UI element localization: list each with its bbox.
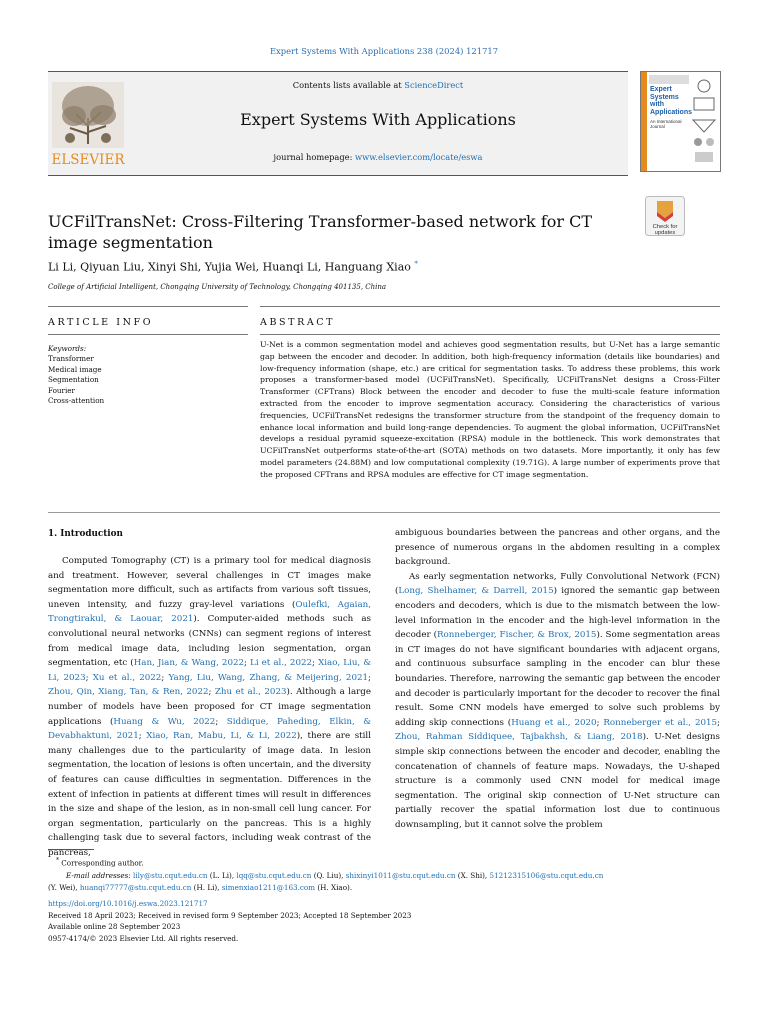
citation-link[interactable]: Han, Jian, & Wang, 2022 <box>133 658 245 669</box>
keyword: Cross-attention <box>48 396 105 406</box>
journal-cover-thumbnail[interactable] <box>640 71 721 172</box>
elsevier-tree-logo <box>48 78 128 168</box>
author-list: Li Li, Qiyuan Liu, Xinyi Shi, Yujia Wei, Huanqi Li, Hanguang Xiao * <box>48 260 418 274</box>
footnote: * Corresponding author. E-mail addresses: lily@stu.cqut.edu.cn (L. Li), lqq@stu.cqut.edu.cn (Q. Liu), shixinyi1011@stu.cqut.edu.cn (X. Shi), 51212315106@stu.cqut.edu.cn (Y. Wei), huanqi77777@stu.cqut.edu.cn (H. Li), simenxiao1211@163.com (H. Xiao). <box>48 855 603 895</box>
article-title: UCFilTransNet: Cross-Filtering Transformer-based network for CT image segmentation <box>48 212 593 252</box>
keyword: Segmentation <box>48 375 99 385</box>
abstract-rule <box>260 306 720 307</box>
homepage-line: journal homepage: www.elsevier.com/locate/eswa <box>273 152 483 162</box>
email-link[interactable]: simenxiao1211@163.com <box>221 883 316 893</box>
citation-link[interactable]: Ronneberger, Fischer, & Brox, 2015 <box>436 630 597 641</box>
article-info-heading: ARTICLE INFO <box>48 317 154 328</box>
article-info-rule-bottom <box>48 334 248 335</box>
cover-title: Expert Systems with Applications <box>650 86 693 116</box>
online-date: Available online 28 September 2023 <box>48 922 181 931</box>
abstract-end-rule <box>48 512 720 513</box>
citation-link[interactable]: Ronneberger et al., 2015 <box>603 717 718 728</box>
citation-link[interactable]: Long, Shelhamer, & Darrell, 2015 <box>398 586 554 597</box>
email-line-2: (Y. Wei), huanqi77777@stu.cqut.edu.cn (H. Li), simenxiao1211@163.com (H. Xiao). <box>48 883 353 893</box>
intro-right-column <box>395 526 720 832</box>
email-link[interactable]: lily@stu.cqut.edu.cn <box>133 870 208 880</box>
intro-paragraph-continued: ambiguous boundaries between the pancreas and other organs, and the presence of numerous organs in the abdomen resulting in a complex background. <box>395 528 720 568</box>
citation-link[interactable]: Zhou, Qin, Xiang, Tan, & Ren, 2022 <box>48 687 209 698</box>
citation-link[interactable]: Xu et al., 2022 <box>92 672 162 683</box>
citation-link[interactable]: Li et al., 2022 <box>250 658 313 669</box>
article-info-rule <box>48 306 248 307</box>
citation-link[interactable]: Xiao, Liu, & Li, 2023 <box>48 658 371 683</box>
cover-subtitle: An International Journal <box>650 119 682 130</box>
citation-link[interactable]: Xiao, Ran, Mabu, Li, & Li, 2022 <box>146 731 297 742</box>
citation-link[interactable]: Yang, Liu, Wang, Zhang, & Meijering, 2021 <box>168 672 369 683</box>
keywords-label: Keywords: <box>48 344 87 353</box>
check-for-updates-icon[interactable] <box>645 196 685 236</box>
journal-name: Expert Systems With Applications <box>240 110 516 129</box>
elsevier-wordmark: ELSEVIER <box>51 152 125 168</box>
corresponding-author-mark[interactable]: * <box>414 260 418 268</box>
intro-paragraph-2: As early segmentation networks, Fully Convolutional Network (FCN) (Long, Shelhamer, & Darrell, 2015) ignored the semantic gap between encoders and decoders, which is due to the mismatch between the low-level information in the encoder and the high-level information in the decoder (Ronneberger, Fischer, & Brox, 2015). Some segmentation areas in CT images do not have significant boundaries with adjacent organs, and continuous subsurface sampling in the encoder can blur these boundaries. Therefore, narrowing the semantic gap between the encoder and decoder is particularly important for the decoder to recover the final result. Some CNN models have emerged to solve such problems by adding skip connections (Huang et al., 2020; Ronneberger et al., 2015; Zhou, Rahman Siddiquee, Tajbakhsh, & Liang, 2018). U-Net designs simple skip connections between the encoder and decoder, enabling the concatenation of channels of feature maps. Nowadays, the U-shaped structure is a commonly used CNN model for medical image segmentation. The original skip connection of U-Net structure can partially recover the spatial information lost due to continuous downsampling, but it cannot solve the problem <box>395 571 720 830</box>
citation-link[interactable]: Huang & Wu, 2022 <box>113 716 216 727</box>
publication-info <box>48 898 411 944</box>
footnote-rule <box>48 849 94 850</box>
cover-artwork <box>689 76 719 168</box>
keyword: Transformer <box>48 354 94 364</box>
intro-left-column <box>48 554 371 860</box>
intro-paragraph-1: Computed Tomography (CT) is a primary tool for medical diagnosis and treatment. However, several challenges in CT images make segmentation more difficult, such as artifacts from various soft tissues, uneven intensity, and fuzzy gray-level variations (Oulefki, Agaian, Trongtirakul, & Laouar, 2021). Computer-aided methods such as convolutional neural networks (CNNs) can segment regions of interest from medical image data, including lesion segmentation, organ segmentation, etc (Han, Jian, & Wang, 2022; Li et al., 2022; Xiao, Liu, & Li, 2023; Xu et al., 2022; Yang, Liu, Wang, Zhang, & Meijering, 2021; Zhou, Qin, Xiang, Tan, & Ren, 2022; Zhu et al., 2023). Although a large number of models have been proposed for CT image segmentation applications (Huang & Wu, 2022; Siddique, Paheding, Elkin, & Devabhaktuni, 2021; Xiao, Ran, Mabu, Li, & Li, 2022), there are still many challenges due to the particularity of image data. In lesion segmentation, the location of lesions is often uncertain, and the diversity of features can cause difficulties in segmentation. Differences in the extent of infection in patients at different times will result in differences in the size and shape of the lesion, as in non-small cell lung cancer. For organ segmentation, particularly on the pancreas. This is a highly challenging task due to several factors, including weak contrast of the pancreas, <box>48 556 372 858</box>
svg-text:updates: updates <box>654 230 676 236</box>
section-heading-introduction: 1. Introduction <box>48 529 123 539</box>
journal-reference-link[interactable]: Expert Systems With Applications 238 (2024) 121717 <box>269 46 499 56</box>
doi-link[interactable]: https://doi.org/10.1016/j.eswa.2023.121717 <box>48 899 208 908</box>
sciencedirect-link[interactable]: ScienceDirect <box>404 80 464 90</box>
homepage-link[interactable]: www.elsevier.com/locate/eswa <box>355 152 483 162</box>
citation-link[interactable]: Oulefki, Agaian, Trongtirakul, & Laouar, 2021 <box>48 599 371 625</box>
email-link[interactable]: 51212315106@stu.cqut.edu.cn <box>489 870 604 880</box>
received-dates: Received 18 April 2023; Received in revised form 9 September 2023; Accepted 18 September 2023 <box>48 910 412 920</box>
abstract-heading: ABSTRACT <box>260 317 336 328</box>
citation-link[interactable]: Huang et al., 2020 <box>511 717 597 728</box>
abstract-rule-bottom <box>260 334 720 335</box>
copyright: 0957-4174/© 2023 Elsevier Ltd. All rights reserved. <box>48 933 239 943</box>
email-link[interactable]: huanqi77777@stu.cqut.edu.cn <box>79 883 192 893</box>
contents-line: Contents lists available at ScienceDirect <box>292 80 464 90</box>
corresponding-author-note: Corresponding author. <box>61 858 144 868</box>
keyword: Fourier <box>48 385 75 395</box>
email-link[interactable]: lqq@stu.cqut.edu.cn <box>236 870 312 880</box>
email-link[interactable]: shixinyi1011@stu.cqut.edu.cn <box>345 870 456 880</box>
citation-link[interactable]: Siddique, Paheding, Elkin, & Devabhaktuni, 2021 <box>48 716 371 742</box>
citation-link[interactable]: Zhou, Rahman Siddiquee, Tajbakhsh, & Liang, 2018 <box>395 732 643 743</box>
keyword: Medical image <box>48 364 102 374</box>
abstract-text: U-Net is a common segmentation model and achieves good segmentation results, but U-Net has a large semantic gap between the encoder and decoder. In addition, both high-frequency information (details like boundaries) and low-frequency information (shape, etc.) are critical for segmentation tasks. To address these problems, this work proposes a transformer-based model (UCFilTransNet). Specifically, UCFilTransNet designs a Cross-Filter Transformer (CFTrans) Block between the encoder and decoder to fuse the multi-scale feature information extracted from the encoder to improve segmentation accuracy. Considering the characteristics of various frequencies, UCFilTransNet redesigns the transformer structure from the standpoint of the frequency domain to enhance local information and build long-range dependencies. To augment the global information, UCFilTransNet develops a residual pyramid squeeze-excitation (RPSA) module in the bottleneck. This work demonstrates that UCFilTransNet outperforms state-of-the-art (SOTA) methods on two datasets. More importantly, it only has few model parameters (24.88M) and low computational complexity (19.71G). A large number of experiments prove that the proposed CFTrans and RPSA modules are effective for CT image segmentation. <box>260 340 720 479</box>
svg-text:Check for: Check for <box>652 224 678 230</box>
affiliation: College of Artificial Intelligent, Chongqing University of Technology, Chongqing 401135, China <box>48 283 387 291</box>
keywords-block <box>48 344 104 406</box>
citation-link[interactable]: Zhu et al., 2023 <box>214 687 287 698</box>
email-line-1: E-mail addresses: lily@stu.cqut.edu.cn (L. Li), lqq@stu.cqut.edu.cn (Q. Liu), shixinyi1011@stu.cqut.edu.cn (X. Shi), 51212315106@stu.cqut.edu.cn <box>66 870 604 880</box>
